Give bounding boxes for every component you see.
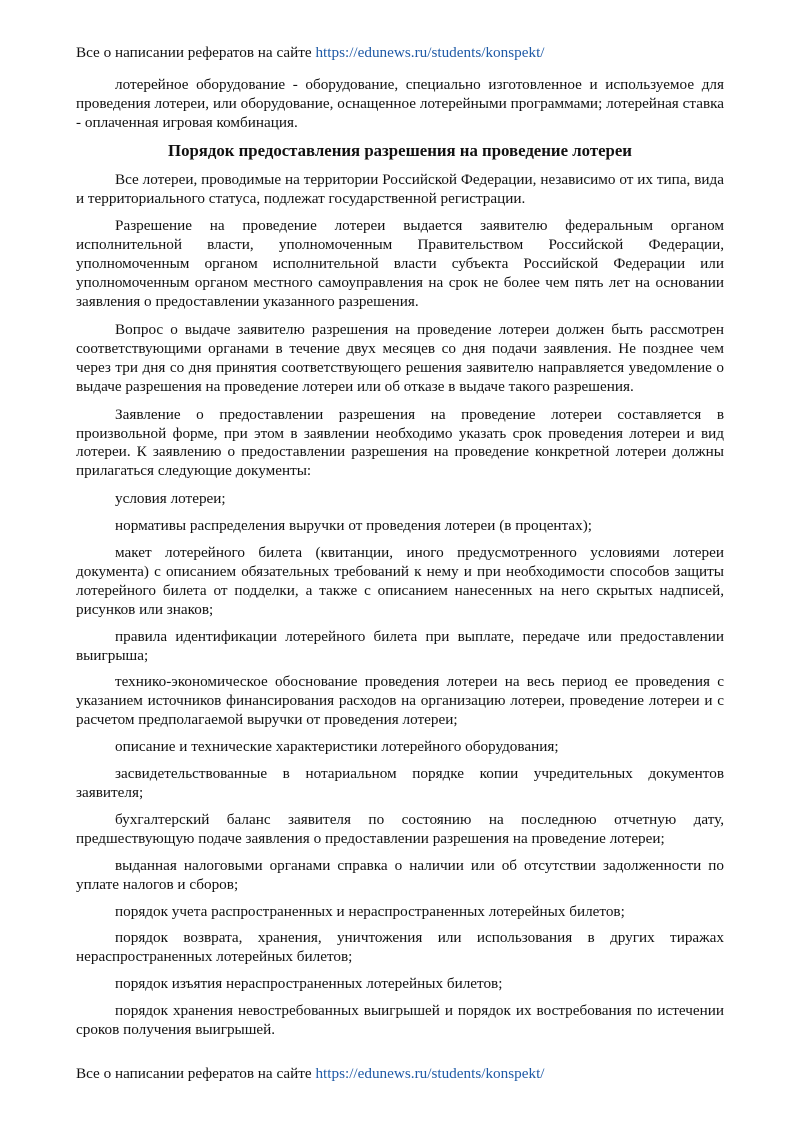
document-page [76, 44, 724, 1048]
list-item: выданная налоговыми органами справка о наличии или об отсутствии задолженности по уплате налогов и сборов; [76, 856, 724, 893]
list-item: порядок хранения невостребованных выигрышей и порядок их востребования по истечении сроков получения выигрышей. [76, 1002, 724, 1039]
section-title: Порядок предоставления разрешения на проведение лотереи [168, 140, 632, 160]
footer-site-link[interactable]: https://edunews.ru/students/konspekt/ [315, 1065, 545, 1082]
intro-paragraph: лотерейное оборудование - оборудование, специально изготовленное и используемое для проведения лотереи, или оборудование, оснащенное лотерейными программами; лотерейная ставка - оплаченная игровая комбинация. [76, 75, 724, 131]
list-item: порядок учета распространенных и нераспространенных лотерейных билетов; [115, 902, 625, 920]
paragraph: Вопрос о выдаче заявителю разрешения на проведение лотереи должен быть рассмотрен соответствующими органами в течение двух месяцев со дня подачи заявления. Не позднее чем через три дня со дня принятия соответствующего решения заявителю направляется уведомление о выдаче разрешения на проведение лотереи или об отказе в выдаче такого разрешения. [76, 320, 724, 395]
paragraph: Все лотереи, проводимые на территории Российской Федерации, независимо от их типа, вида и территориального статуса, подлежат государственной регистрации. [76, 170, 724, 207]
list-item: порядок изъятия нераспространенных лотерейных билетов; [115, 975, 503, 993]
list-item: нормативы распределения выручки от проведения лотереи (в процентах); [115, 517, 592, 535]
list-item: порядок возврата, хранения, уничтожения или использования в других тиражах нераспространенных лотерейных билетов; [76, 929, 724, 966]
header-prefix: Все о написании рефератов на сайте [76, 44, 312, 61]
list-item: описание и технические характеристики лотерейного оборудования; [115, 738, 559, 756]
list-item: бухгалтерский баланс заявителя по состоянию на последнюю отчетную дату, предшествующую подаче заявления о предоставлении разрешения на проведение лотереи; [76, 810, 724, 847]
list-item: макет лотерейного билета (квитанции, иного предусмотренного условиями лотереи документа) с описанием обязательных требований к нему и при необходимости способов защиты лотерейного билета от подделки, а также с описанием нанесенных на него скрытых надписей, рисунков или знаков; [76, 544, 724, 618]
list-item: засвидетельствованные в нотариальном порядке копии учредительных документов заявителя; [76, 765, 724, 801]
list-item: условия лотереи; [115, 490, 226, 508]
header-site-link[interactable]: https://edunews.ru/students/konspekt/ [315, 44, 545, 61]
page-footer [76, 1064, 724, 1083]
list-item: технико-экономическое обоснование проведения лотереи на весь период ее проведения с указанием источников финансирования расходов на организацию лотереи, проведение лотереи и с расчетом предполагаемой выручки от проведения лотереи; [76, 673, 724, 729]
page-header [76, 44, 724, 63]
footer-prefix: Все о написании рефератов на сайте [76, 1065, 312, 1082]
paragraph: Разрешение на проведение лотереи выдается заявителю федеральным органом исполнительной власти, уполномоченным Правительством Российской Федерации, уполномоченным органом исполнительной власти субъекта Российской Федерации или уполномоченным органом местного самоуправления на срок не более чем пять лет на основании заявления о предоставлении указанного разрешения. [76, 217, 724, 311]
list-item: правила идентификации лотерейного билета при выплате, передаче или предоставлении выигрыша; [76, 627, 724, 664]
paragraph: Заявление о предоставлении разрешения на проведение лотереи составляется в произвольной форме, при этом в заявлении необходимо указать срок проведения лотереи и вид лотереи. К заявлению о предоставлении разрешения на проведение конкретной лотереи должны прилагаться следующие документы: [76, 405, 724, 480]
